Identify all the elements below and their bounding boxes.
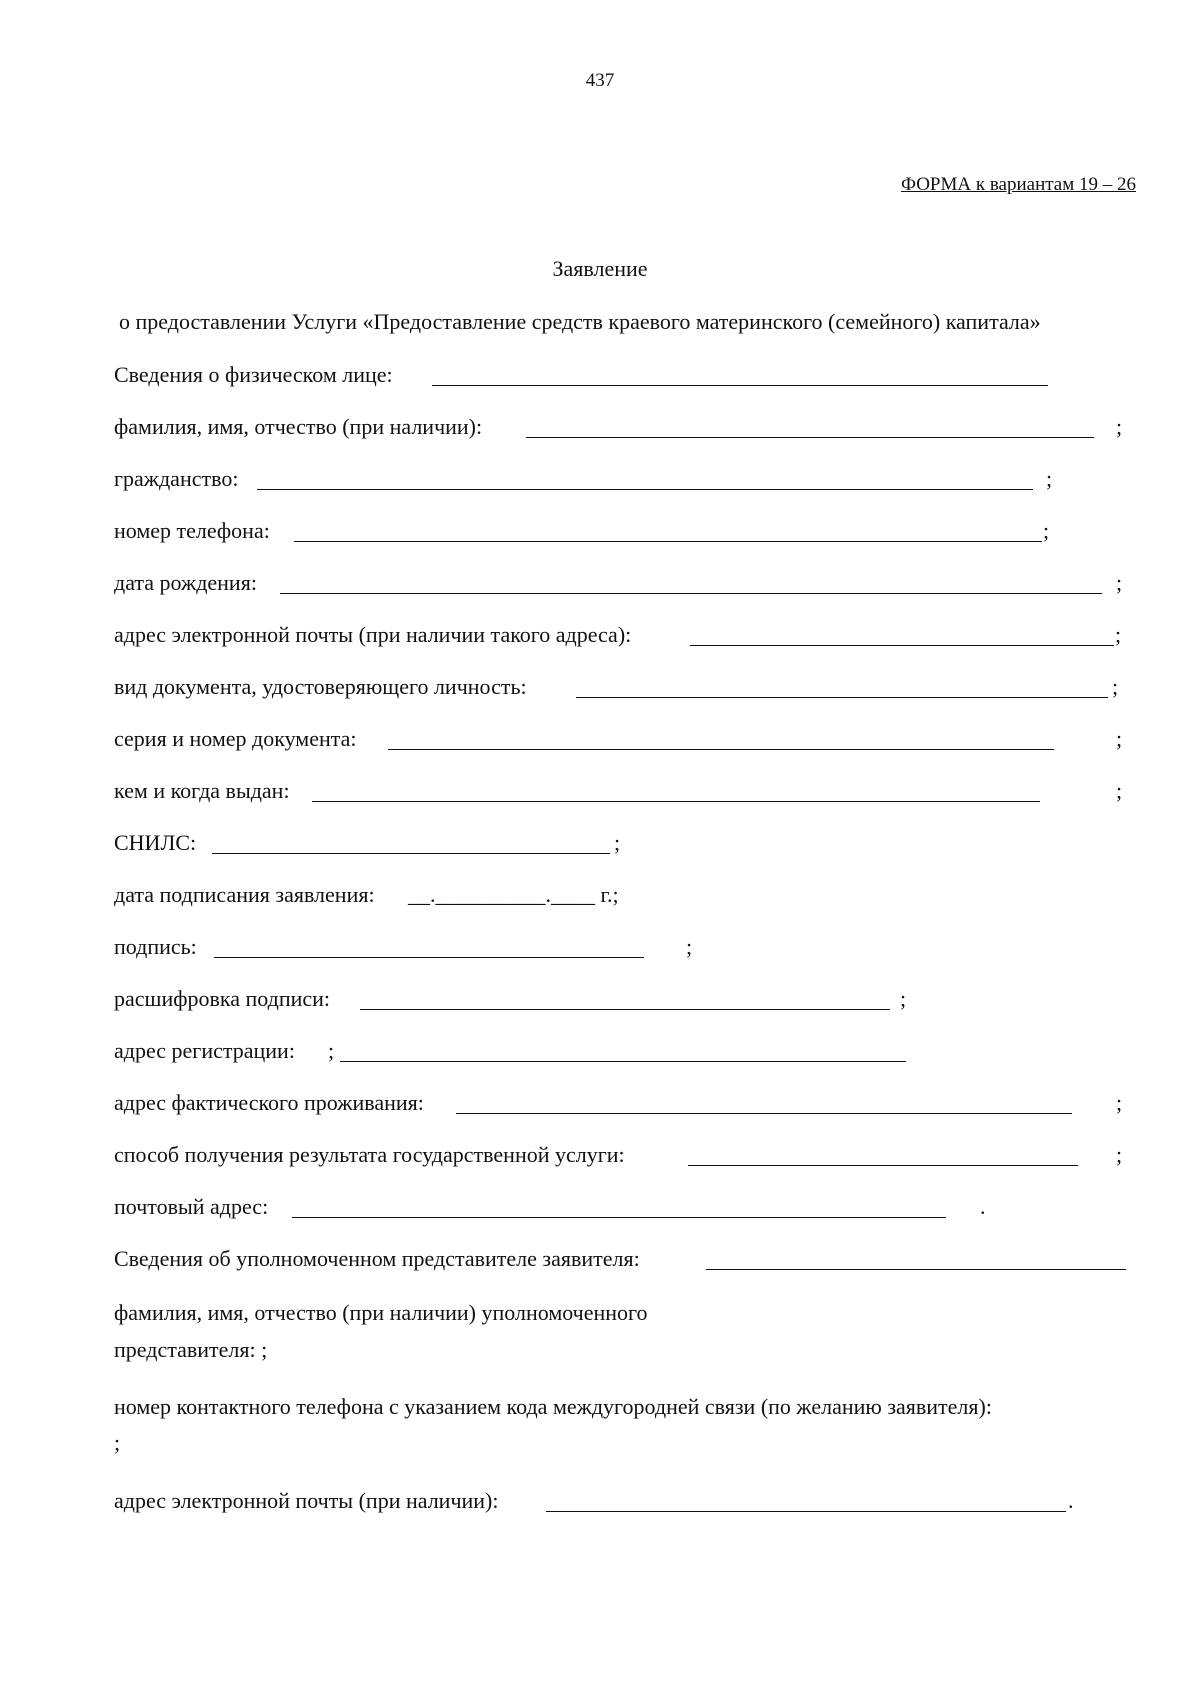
phone-label: номер телефона: xyxy=(114,518,270,543)
issued-by-semicolon: ; xyxy=(1116,778,1123,803)
issued-by-row xyxy=(114,778,1123,804)
signature-decode-label: расшифровка подписи: xyxy=(114,986,331,1011)
signature-decode-row xyxy=(114,986,907,1012)
birth-date-row xyxy=(114,570,1123,596)
actual-address-semicolon: ; xyxy=(1116,1090,1123,1115)
citizenship-semicolon: ; xyxy=(1046,466,1053,491)
representative-phone-row-2 xyxy=(114,1430,120,1456)
phone-field[interactable] xyxy=(294,541,1042,542)
email-semicolon: ; xyxy=(1115,622,1122,647)
applicant-section-label: Сведения о физическом лице: xyxy=(114,362,393,387)
signature-field[interactable] xyxy=(214,957,644,958)
representative-email-label: адрес электронной почты (при наличии): xyxy=(114,1488,499,1513)
full-name-label: фамилия, имя, отчество (при наличии): xyxy=(114,414,483,439)
birth-date-label: дата рождения: xyxy=(114,570,257,595)
postal-address-row xyxy=(114,1194,986,1220)
representative-name-semicolon: ; xyxy=(261,1337,268,1362)
actual-address-label: адрес фактического проживания: xyxy=(114,1090,424,1115)
form-variant-label: ФОРМА к вариантам 19 – 26 xyxy=(900,174,1136,195)
representative-name-row-2 xyxy=(114,1337,267,1363)
signature-row xyxy=(114,934,693,960)
applicant-section-field[interactable] xyxy=(432,385,1048,386)
email-field[interactable] xyxy=(690,645,1114,646)
representative-section-field[interactable] xyxy=(706,1269,1126,1270)
id-doc-number-row xyxy=(114,726,1123,752)
actual-address-field[interactable] xyxy=(456,1113,1072,1114)
registration-address-label: адрес регистрации: xyxy=(114,1038,295,1063)
document-title: Заявление xyxy=(552,256,648,281)
signature-decode-field[interactable] xyxy=(360,1009,890,1010)
representative-name-label-line1: фамилия, имя, отчество (при наличии) уполномоченного xyxy=(114,1300,648,1325)
representative-phone-semicolon: ; xyxy=(114,1430,121,1455)
citizenship-field[interactable] xyxy=(257,489,1033,490)
result-method-row xyxy=(114,1142,1123,1168)
page-number: 437 xyxy=(585,70,615,91)
issued-by-field[interactable] xyxy=(312,801,1040,802)
email-row xyxy=(114,622,1122,648)
representative-phone-row-1 xyxy=(114,1394,992,1420)
id-doc-number-field[interactable] xyxy=(388,749,1054,750)
signature-label: подпись: xyxy=(114,934,197,959)
representative-email-row xyxy=(114,1488,1074,1514)
snils-row xyxy=(114,830,621,856)
document-subtitle: о предоставлении Услуги «Предоставление средств краевого материнского (семейного) капитала» xyxy=(119,309,1041,334)
registration-address-field[interactable] xyxy=(340,1061,906,1062)
representative-section-row xyxy=(114,1246,640,1272)
id-doc-number-semicolon: ; xyxy=(1116,726,1123,751)
signature-semicolon: ; xyxy=(686,934,693,959)
id-doc-type-field[interactable] xyxy=(576,697,1108,698)
signature-decode-semicolon: ; xyxy=(900,986,907,1011)
postal-address-period: . xyxy=(980,1194,986,1219)
full-name-row xyxy=(114,414,1123,440)
full-name-field[interactable] xyxy=(526,437,1094,438)
sign-date-label: дата подписания заявления: xyxy=(114,882,375,907)
postal-address-label: почтовый адрес: xyxy=(114,1194,269,1219)
result-method-field[interactable] xyxy=(688,1165,1078,1166)
id-doc-type-semicolon: ; xyxy=(1112,674,1119,699)
email-label: адрес электронной почты (при наличии такого адреса): xyxy=(114,622,632,647)
citizenship-row xyxy=(114,466,1053,492)
snils-semicolon: ; xyxy=(614,830,621,855)
snils-label: СНИЛС: xyxy=(114,830,197,855)
phone-semicolon: ; xyxy=(1043,518,1050,543)
result-method-semicolon: ; xyxy=(1116,1142,1123,1167)
sign-date-row xyxy=(114,882,619,908)
id-doc-type-label: вид документа, удостоверяющего личность: xyxy=(114,674,527,699)
phone-row xyxy=(114,518,1050,544)
snils-field[interactable] xyxy=(212,853,610,854)
registration-address-row xyxy=(114,1038,335,1064)
issued-by-label: кем и когда выдан: xyxy=(114,778,290,803)
representative-section-label: Сведения об уполномоченном представителе заявителя: xyxy=(114,1246,640,1271)
applicant-section-row xyxy=(114,362,393,388)
citizenship-label: гражданство: xyxy=(114,466,239,491)
birth-date-semicolon: ; xyxy=(1116,570,1123,595)
sign-date-field[interactable]: __.__________.____ г.; xyxy=(408,882,619,907)
representative-phone-label: номер контактного телефона с указанием кода междугородней связи (по желанию заявителя): xyxy=(114,1394,992,1419)
representative-name-row-1 xyxy=(114,1300,648,1326)
full-name-semicolon: ; xyxy=(1116,414,1123,439)
registration-address-semicolon: ; xyxy=(328,1038,335,1063)
representative-email-period: . xyxy=(1068,1488,1074,1513)
representative-name-label-line2: представителя: xyxy=(114,1337,256,1362)
actual-address-row xyxy=(114,1090,1123,1116)
birth-date-field[interactable] xyxy=(280,593,1102,594)
postal-address-field[interactable] xyxy=(292,1217,946,1218)
id-doc-number-label: серия и номер документа: xyxy=(114,726,357,751)
id-doc-type-row xyxy=(114,674,1119,700)
representative-email-field[interactable] xyxy=(546,1511,1066,1512)
result-method-label: способ получения результата государственной услуги: xyxy=(114,1142,625,1167)
